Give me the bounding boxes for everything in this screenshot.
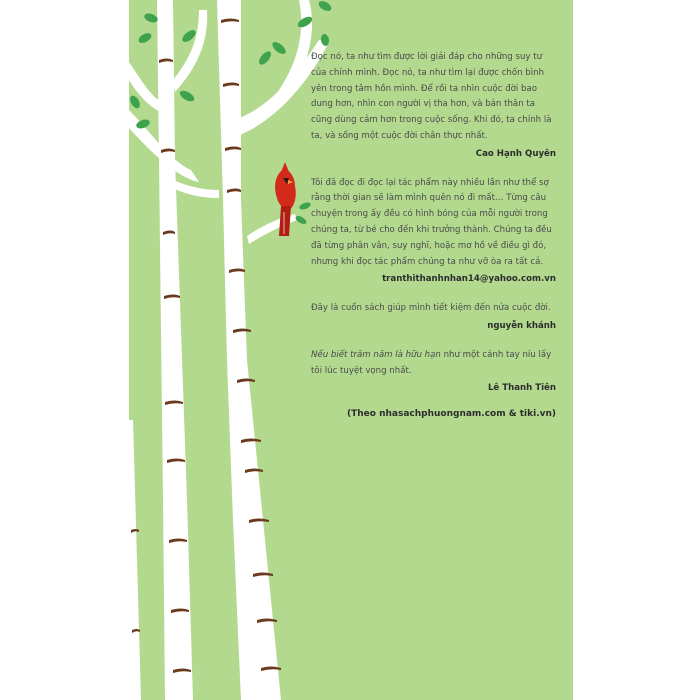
birch-trunk-left [129, 420, 141, 700]
leaf-icon [129, 94, 142, 110]
review-author: Lê Thanh Tiên [487, 383, 556, 394]
bird-crest [281, 162, 289, 172]
review-text: Đây là cuốn sách giúp mình tiết kiệm đến nửa cuộc đời. [311, 303, 551, 314]
leaf-icon [257, 49, 273, 66]
review-text: Tôi đã đọc đi đọc lại tác phẩm này nhiều lần như thể sợ rằng thời gian sẽ làm mình quên nó đi mất… Từng câu chuyện trong ấy đều có hình bóng của mỗi người trong chúng ta, từ bé cho đến khi trưởng thành. Chúng ta đều đã từng phân vân, suy nghĩ, hoặc mơ hồ về điều gì đó, nhưng khi đọc tác phẩm chúng ta như vỡ òa ra tất cả. [311, 177, 552, 267]
book-back-cover [129, 0, 573, 700]
birch-trunk-middle [157, 0, 193, 700]
birch-trunks [129, 0, 329, 700]
bird-body [275, 168, 296, 210]
review-text [311, 348, 556, 380]
leaf-icon [317, 0, 333, 13]
review-author: nguyễn khánh [487, 320, 556, 331]
source-credit: (Theo nhasachphuongnam.com & tiki.vn) [347, 409, 556, 420]
review-text: Đọc nó, ta như tìm được lời giải đáp cho những suy tư của chính mình. Đọc nó, ta như tìm lại được chốn bình yên trong tâm hồn mình. Để rồi ta nhìn cuộc đời bao dung hơn, nhìn con người vị tha hơn, và bản thân ta cũng dùng cảm hơn trong cuộc sống. Khi đó, ta chính là ta, và sống một cuộc đời chân thực nhất. [311, 52, 552, 141]
review-text-italic: Nếu biết trăm năm là hữu hạn [311, 349, 441, 360]
bird-tail-stripe [283, 212, 285, 234]
leaf-icon [270, 40, 287, 56]
review-author: tranthithanhnhan14@yahoo.com.vn [382, 274, 556, 285]
birch-branch [169, 178, 219, 198]
leaf-icon [143, 12, 159, 24]
leaf-icon [178, 89, 196, 104]
birch-branch [173, 10, 207, 92]
leaf-icon [137, 31, 153, 45]
review-text-rest: như một cánh tay níu lấy tôi lúc tuyệt vọng nhất. [311, 349, 552, 376]
review-author: Cao Hạnh Quyên [475, 148, 556, 159]
reviews-column [311, 50, 556, 423]
leaf-icon [298, 201, 311, 211]
